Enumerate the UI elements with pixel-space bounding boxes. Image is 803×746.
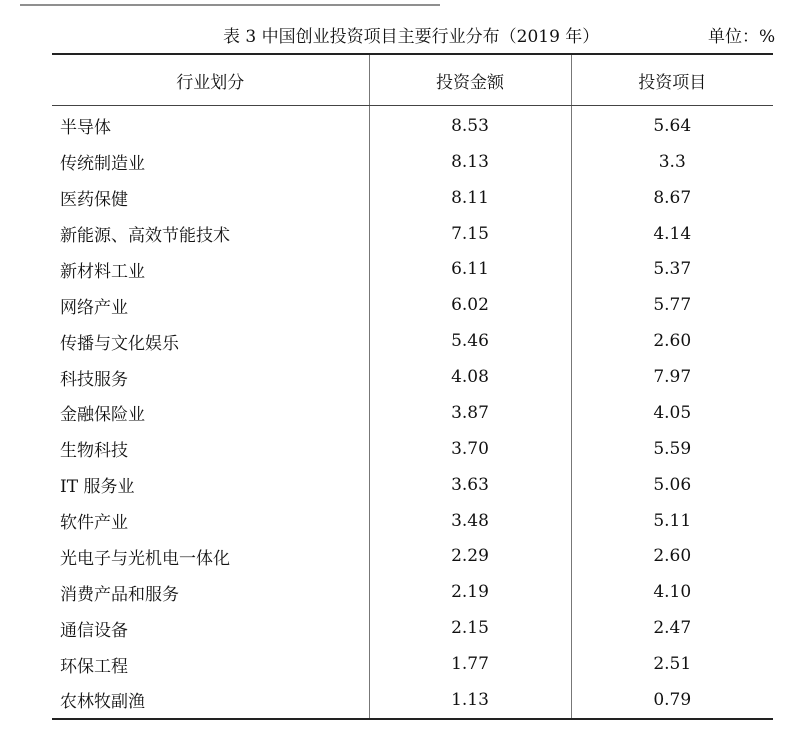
header-investment-projects: 投资项目 [571,54,773,106]
amount-cell: 3.48 [369,503,571,539]
industry-cell: 光电子与光机电一体化 [60,548,230,569]
table-caption [0,22,803,46]
industry-distribution-table [52,53,773,720]
projects-cell: 2.60 [571,539,773,575]
industry-cell: 传播与文化娱乐 [60,333,179,354]
header-row [52,54,773,106]
table-row [52,395,773,431]
projects-cell: 4.05 [571,395,773,431]
projects-cell: 8.67 [571,180,773,216]
amount-cell: 1.77 [369,646,571,682]
industry-cell: 传统制造业 [60,154,145,175]
projects-cell: 2.60 [571,323,773,359]
industry-cell: 通信设备 [60,620,128,641]
table-row [52,287,773,323]
industry-cell: 生物科技 [60,441,128,462]
industry-cell: 消费产品和服务 [60,584,179,605]
table-row [52,682,773,719]
industry-cell: 金融保险业 [60,405,145,426]
amount-cell: 7.15 [369,216,571,252]
amount-cell: 3.63 [369,467,571,503]
amount-cell: 8.11 [369,180,571,216]
header-industry: 行业划分 [52,54,369,106]
amount-cell: 6.02 [369,287,571,323]
projects-cell: 2.47 [571,610,773,646]
table-row [52,574,773,610]
projects-cell: 5.59 [571,431,773,467]
table-title: 表 3 中国创业投资项目主要行业分布（2019 年） [223,27,600,47]
amount-cell: 8.53 [369,106,571,144]
data-table-container [52,53,773,720]
industry-cell: 医药保健 [60,190,128,211]
table-row [52,503,773,539]
previous-page-fragment [0,0,803,7]
header-investment-amount: 投资金额 [369,54,571,106]
table-row [52,252,773,288]
amount-cell: 2.15 [369,610,571,646]
industry-cell: 科技服务 [60,369,128,390]
cut-off-text-line [20,0,440,6]
industry-cell: IT 服务业 [60,477,135,498]
amount-cell: 8.13 [369,144,571,180]
amount-cell: 4.08 [369,359,571,395]
projects-cell: 2.51 [571,646,773,682]
projects-cell: 5.37 [571,252,773,288]
industry-cell: 半导体 [60,118,111,139]
amount-cell: 3.70 [369,431,571,467]
projects-cell: 5.77 [571,287,773,323]
amount-cell: 6.11 [369,252,571,288]
table-row [52,180,773,216]
amount-cell: 2.29 [369,539,571,575]
projects-cell: 4.10 [571,574,773,610]
projects-cell: 7.97 [571,359,773,395]
industry-cell: 软件产业 [60,513,128,534]
table-row [52,216,773,252]
industry-cell: 环保工程 [60,656,128,677]
table-row [52,431,773,467]
projects-cell: 0.79 [571,682,773,719]
table-row [52,359,773,395]
amount-cell: 5.46 [369,323,571,359]
amount-cell: 3.87 [369,395,571,431]
industry-cell: 新能源、高效节能技术 [60,226,230,247]
table-row [52,646,773,682]
projects-cell: 5.11 [571,503,773,539]
industry-cell: 网络产业 [60,297,128,318]
industry-cell: 新材料工业 [60,261,145,282]
table-row [52,323,773,359]
industry-cell: 农林牧副渔 [52,682,369,719]
table-row [52,144,773,180]
projects-cell: 5.06 [571,467,773,503]
amount-cell: 1.13 [369,682,571,719]
table-row [52,467,773,503]
projects-cell: 5.64 [571,106,773,144]
amount-cell: 2.19 [369,574,571,610]
table-row [52,610,773,646]
projects-cell: 3.3 [571,144,773,180]
projects-cell: 4.14 [571,216,773,252]
table-row [52,539,773,575]
unit-label: 单位：% [708,27,776,47]
table-row [52,106,773,144]
